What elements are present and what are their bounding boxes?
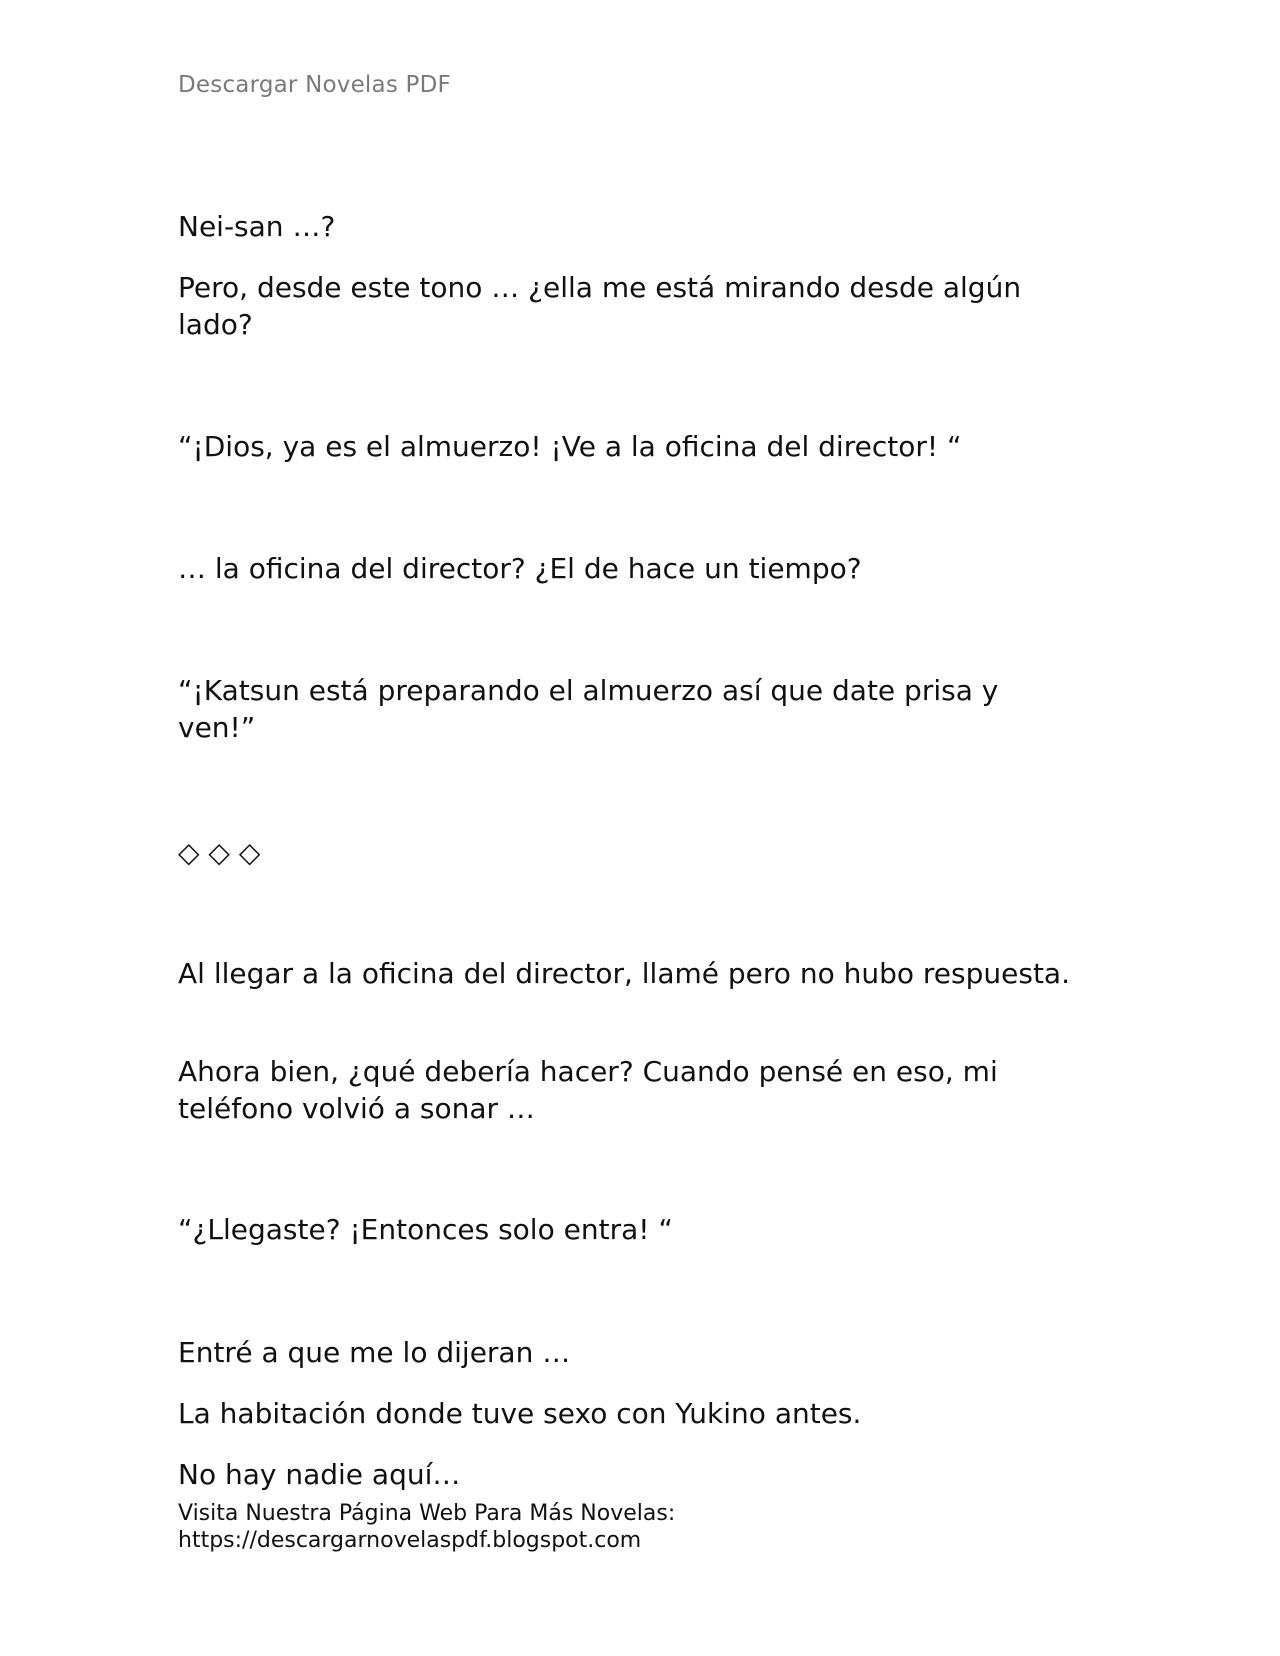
paragraph-2: Pero, desde este tono … ¿ella me está mirando desde algún lado?: [178, 271, 1022, 341]
paragraph-5: “¡Katsun está preparando el almuerzo así que date prisa y ven!”: [178, 674, 999, 744]
paragraph-10: La habitación donde tuve sexo con Yukino antes.: [178, 1397, 862, 1430]
scene-break: ◇ ◇ ◇: [178, 836, 261, 869]
page-footer: [178, 1500, 675, 1554]
paragraph-1: Nei-san …?: [178, 210, 336, 243]
paragraph-7: Ahora bien, ¿qué debería hacer? Cuando pensé en eso, mi teléfono volvió a sonar …: [178, 1055, 998, 1125]
footer-line-1: Visita Nuestra Página Web Para Más Novelas:: [178, 1501, 676, 1526]
paragraph-4: … la oficina del director? ¿El de hace un tiempo?: [178, 552, 862, 585]
paragraph-3: “¡Dios, ya es el almuerzo! ¡Ve a la oficina del director! “: [178, 430, 962, 463]
paragraph-8: “¿Llegaste? ¡Entonces solo entra! “: [178, 1213, 673, 1246]
footer-url: https://descargarnovelaspdf.blogspot.com: [178, 1528, 642, 1553]
paragraph-11: No hay nadie aquí…: [178, 1458, 461, 1491]
page-header: Descargar Novelas PDF: [178, 72, 451, 98]
paragraph-6: Al llegar a la oficina del director, llamé pero no hubo respuesta.: [178, 957, 1070, 990]
paragraph-9: Entré a que me lo dijeran …: [178, 1336, 571, 1369]
